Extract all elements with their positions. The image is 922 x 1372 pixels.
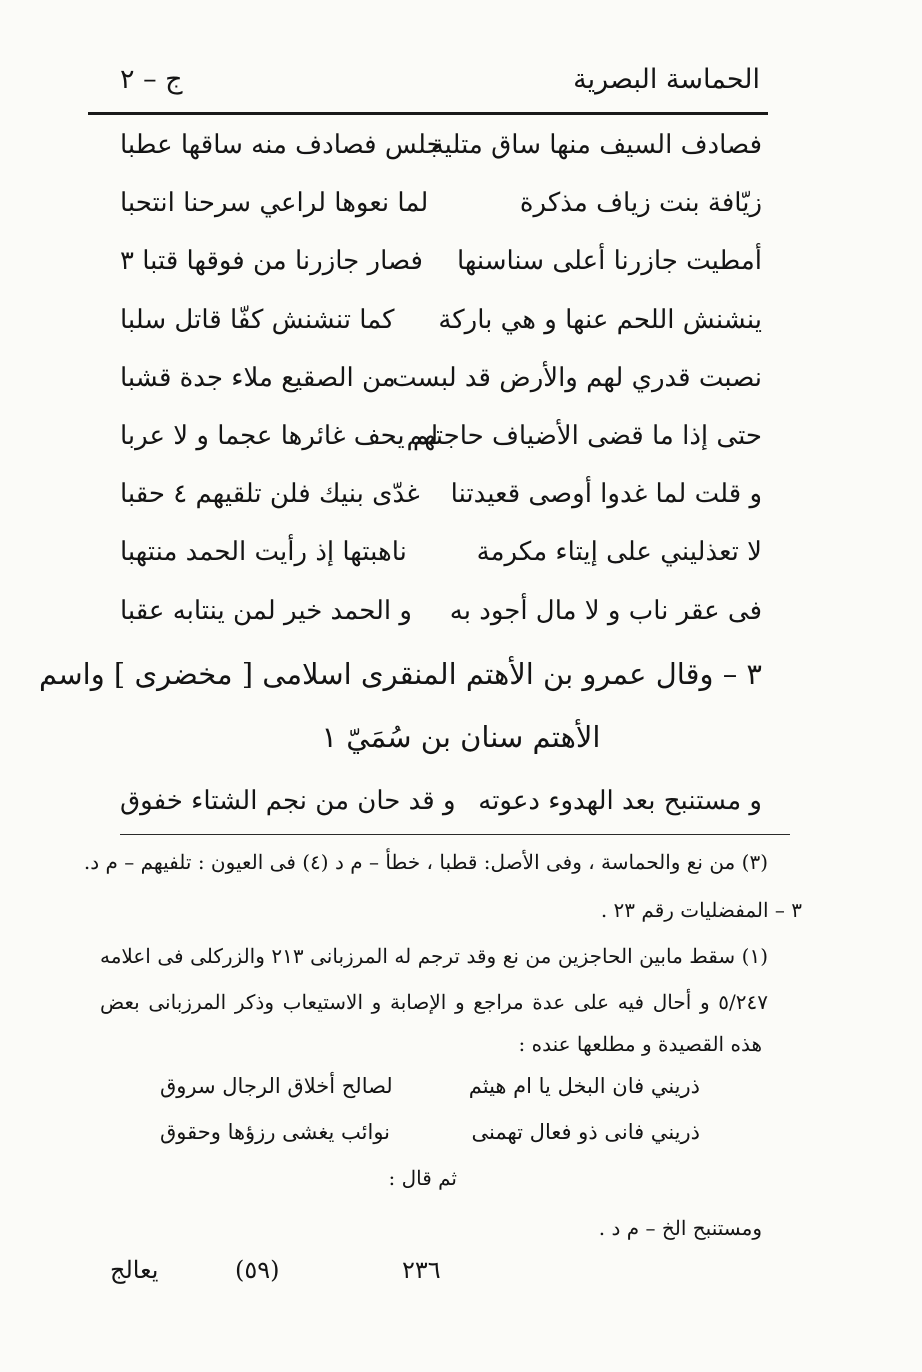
verse-line — [120, 531, 762, 589]
verse-first-hemistich: ينشنش اللحم عنها و هي باركة — [438, 304, 762, 335]
signature-number: (٥٩) — [235, 1256, 280, 1284]
verse-second-hemistich: كما تنشنش كفّا قاتل سلبا — [120, 304, 395, 335]
footnote-text: (٣) من نع والحماسة ، وفى الأصل: قطبا ، خطأ – م د (٤) فى العيون : تلفيهم – م د. — [83, 850, 768, 874]
footnote-text: ثم قال : — [388, 1166, 457, 1190]
footnote-text: هذه القصيدة و مطلعها عنده : — [518, 1032, 762, 1056]
verse-line — [120, 124, 762, 182]
verse-second-hemistich: ناهبتها إذ رأيت الحمد منتهبا — [120, 537, 407, 568]
footnote-text: ومستنبح الخ – م د . — [598, 1216, 762, 1240]
verse-line — [120, 299, 762, 357]
page-number: ٢٣٦ — [402, 1256, 441, 1284]
verse-line — [120, 182, 762, 240]
verse-line — [120, 473, 762, 531]
verse-line — [120, 590, 762, 648]
volume-label: ج – ٢ — [120, 64, 183, 95]
verse-line — [120, 780, 762, 828]
verse-first-hemistich: فصادف السيف منها ساق متلية — [430, 130, 762, 160]
verse-line — [120, 240, 762, 298]
verse-second-hemistich: و الحمد خير لمن ينتابه عقبا — [120, 595, 412, 626]
quoted-first-hemistich: ذريني فان البخل يا ام هيثم — [468, 1074, 700, 1098]
verse-first-hemistich: لا تعذليني على إيتاء مكرمة — [476, 537, 762, 568]
verse-first-hemistich: زيّافة بنت زياف مذكرة — [519, 188, 762, 219]
verse-first-hemistich: نصبت قدري لهم والأرض قد لبست — [392, 362, 762, 393]
footnote-text: ٣ – المفضليات رقم ٢٣ . — [600, 898, 802, 922]
quoted-second-hemistich: نوائب يغشى رزؤها وحقوق — [160, 1120, 391, 1144]
quoted-second-hemistich: لصالح أخلاق الرجال سروق — [160, 1074, 393, 1098]
quoted-verse — [160, 1120, 700, 1154]
verse-first-hemistich: أمطيت جازرنا أعلى سناسنها — [456, 246, 762, 277]
verse-second-hemistich: و قد حان من نجم الشتاء خفوق — [120, 786, 456, 816]
page-footer — [100, 1256, 500, 1296]
poem-verses — [120, 124, 762, 648]
verse-second-hemistich: غدّى بنيك فلن تلقيهم ٤ حقبا — [120, 479, 420, 510]
quoted-first-hemistich: ذريني فانى ذو فعال تهمنى — [471, 1120, 700, 1144]
verse-line — [120, 415, 762, 473]
signature-word: يعالج — [110, 1256, 159, 1284]
verse-first-hemistich: و مستنبح بعد الهدوء دعوته — [478, 786, 762, 816]
section-heading-continued: الأهتم سنان بن سُمَيّ ١ — [321, 720, 601, 754]
header-rule — [88, 112, 768, 115]
verse-second-hemistich: لم يحف غائرها عجما و لا عربا — [120, 420, 439, 451]
footnote-text: ٥/٢٤٧ و أحال فيه على عدة مراجع و الإصابة و الاستيعاب وذكر المرزبانى بعض — [100, 990, 768, 1014]
footnote-text: (١) سقط مابين الحاجزين من نع وقد ترجم له المرزبانى ٢١٣ والزركلى فى اعلامه — [100, 944, 768, 968]
section-heading: ٣ – وقال عمرو بن الأهتم المنقرى اسلامى [ مخضرى ] واسم — [39, 657, 762, 691]
verse-second-hemistich: من الصقيع ملاء جدة قشبا — [120, 362, 396, 393]
verse-first-hemistich: حتى إذا ما قضى الأضياف حاجتهم — [406, 420, 762, 451]
running-title: الحماسة البصرية — [573, 64, 760, 95]
running-header — [110, 58, 760, 108]
verse-first-hemistich: فى عقر ناب و لا مال أجود به — [449, 595, 762, 626]
verse-second-hemistich: فصار جازرنا من فوقها قتبا ٣ — [120, 246, 423, 277]
footnote-rule — [120, 834, 790, 835]
verse-second-hemistich: لما نعوها لراعي سرحنا انتحبا — [120, 188, 429, 219]
verse-second-hemistich: جلس فصادف منه ساقها عطبا — [120, 130, 443, 160]
verse-line — [120, 357, 762, 415]
quoted-verse — [160, 1074, 700, 1108]
verse-first-hemistich: و قلت لما غدوا أوصى قعيدتنا — [450, 479, 762, 510]
